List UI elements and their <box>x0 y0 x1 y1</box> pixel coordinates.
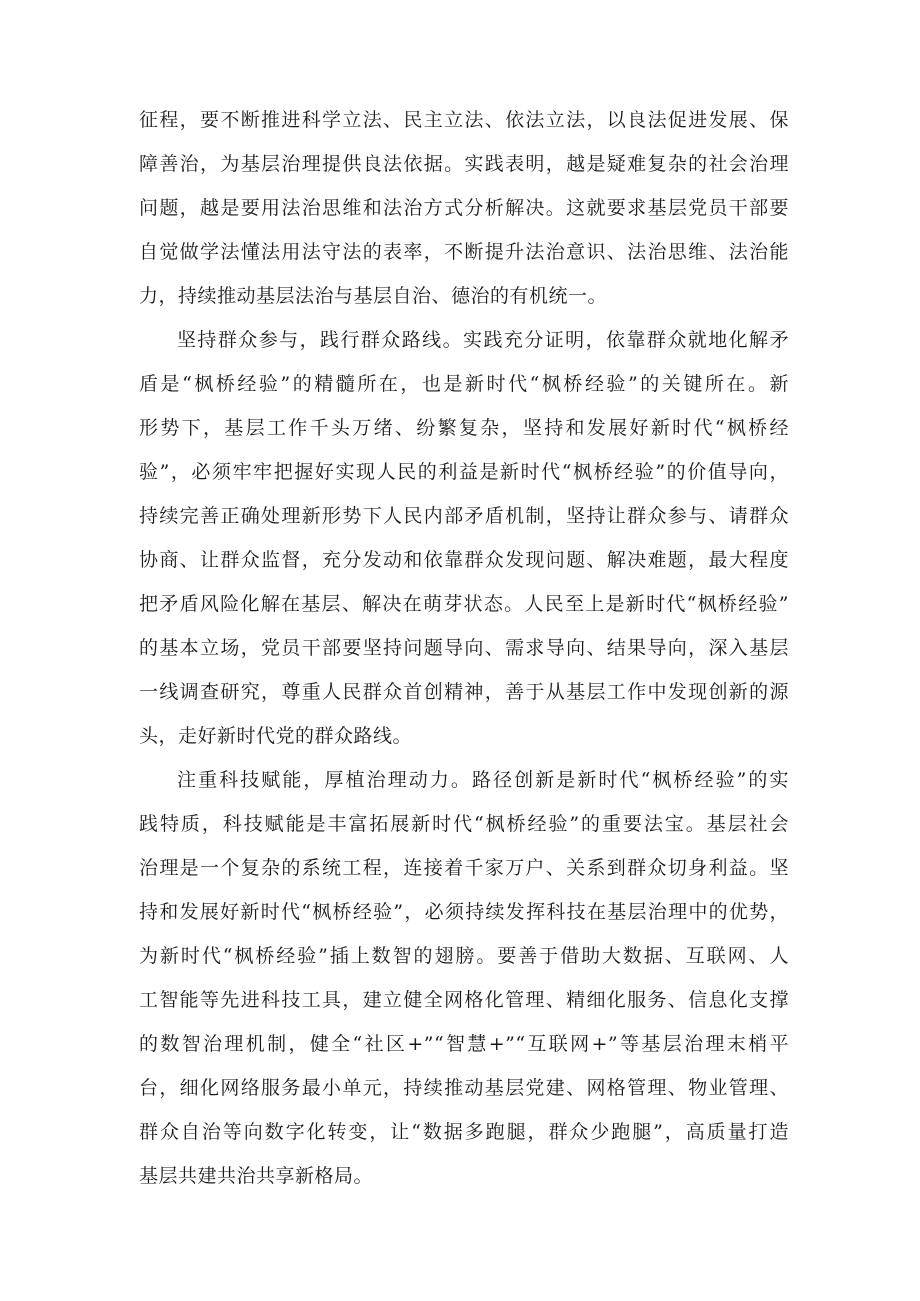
text-line: 力，持续推动基层法治与基层自治、德治的有机统一。 <box>139 285 608 307</box>
text-line: 征程，要不断推进科学立法、民主立法、依法立法，以良法促进发展、保 <box>139 109 789 131</box>
text-line: 的数智治理机制，健全“社区+”“智慧+”“互联网+”等基层治理末梢平 <box>139 1033 789 1055</box>
paragraph-tech-empowerment <box>139 758 789 1198</box>
text-line: 形势下，基层工作千头万绪、纷繁复杂，坚持和发展好新时代“枫桥经 <box>139 417 789 439</box>
text-line: 协商、让群众监督，充分发动和依靠群众发现问题、解决难题，最大程度 <box>139 549 789 571</box>
text-line: 一线调查研究，尊重人民群众首创精神，善于从基层工作中发现创新的源 <box>139 681 789 703</box>
text-line: 问题，越是要用法治思维和法治方式分析解决。这就要求基层党员干部要 <box>139 197 789 219</box>
text-line: 注重科技赋能，厚植治理动力。路径创新是新时代“枫桥经验”的实 <box>177 769 789 791</box>
text-line: 验”，必须牢牢把握好实现人民的利益是新时代“枫桥经验”的价值导向， <box>139 461 789 483</box>
paragraph-mass-participation <box>139 318 789 758</box>
text-line: 盾是“枫桥经验”的精髓所在，也是新时代“枫桥经验”的关键所在。新 <box>139 373 789 395</box>
document-body <box>139 98 789 1198</box>
text-line: 群众自治等向数字化转变，让“数据多跑腿，群众少跑腿”，高质量打造 <box>139 1121 789 1143</box>
text-line: 坚持群众参与，践行群众路线。实践充分证明，依靠群众就地化解矛 <box>177 329 789 351</box>
text-line: 头，走好新时代党的群众路线。 <box>139 725 413 747</box>
text-line: 持和发展好新时代“枫桥经验”，必须持续发挥科技在基层治理中的优势， <box>139 901 789 923</box>
text-line: 为新时代“枫桥经验”插上数智的翅膀。要善于借助大数据、互联网、人 <box>139 945 789 967</box>
text-line: 治理是一个复杂的系统工程，连接着千家万户、关系到群众切身利益。坚 <box>139 857 789 879</box>
paragraph-rule-of-law <box>139 98 789 318</box>
text-line: 自觉做学法懂法用法守法的表率，不断提升法治意识、法治思维、法治能 <box>139 241 789 263</box>
text-line: 的基本立场，党员干部要坚持问题导向、需求导向、结果导向，深入基层 <box>139 637 789 659</box>
text-line: 工智能等先进科技工具，建立健全网格化管理、精细化服务、信息化支撑 <box>139 989 789 1011</box>
text-line: 基层共建共治共享新格局。 <box>139 1165 374 1187</box>
text-line: 把矛盾风险化解在基层、解决在萌芽状态。人民至上是新时代“枫桥经验” <box>139 593 789 615</box>
text-line: 台，细化网络服务最小单元，持续推动基层党建、网格管理、物业管理、 <box>139 1077 789 1099</box>
text-line: 持续完善正确处理新形势下人民内部矛盾机制，坚持让群众参与、请群众 <box>139 505 789 527</box>
text-line: 践特质，科技赋能是丰富拓展新时代“枫桥经验”的重要法宝。基层社会 <box>139 813 789 835</box>
text-line: 障善治，为基层治理提供良法依据。实践表明，越是疑难复杂的社会治理 <box>139 153 789 175</box>
